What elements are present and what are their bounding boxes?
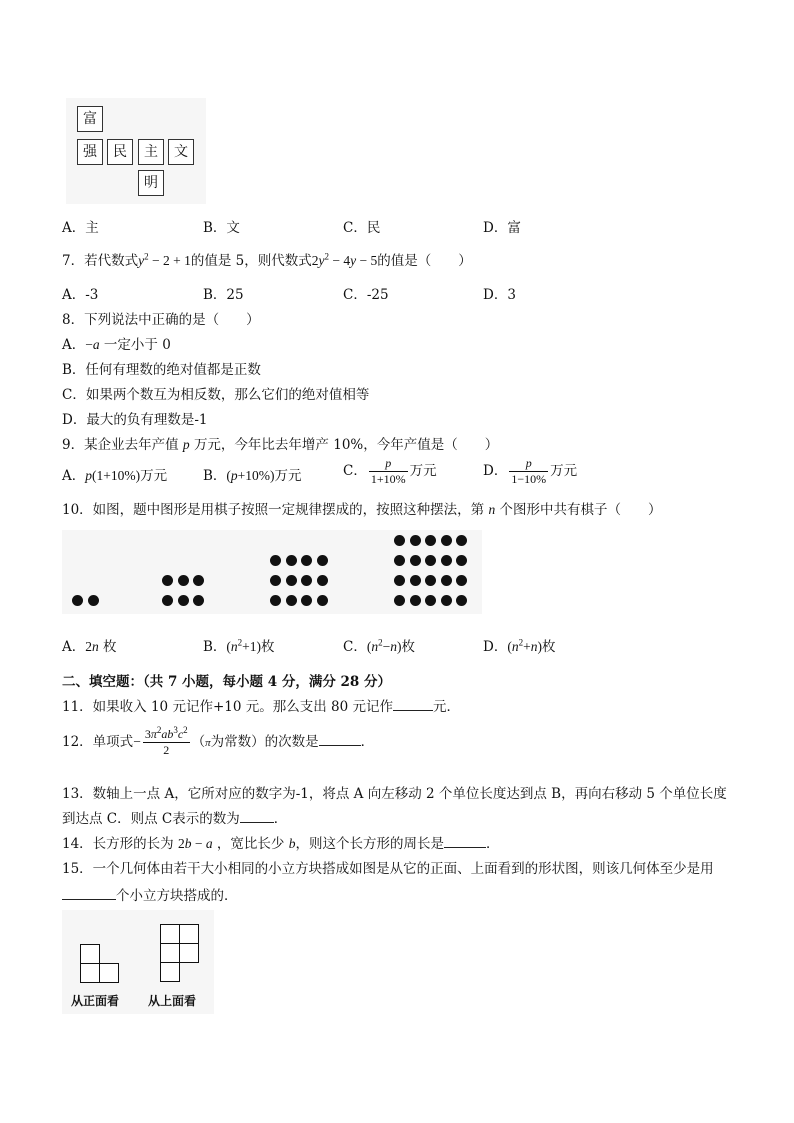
chess-piece (441, 555, 452, 566)
chess-piece (286, 595, 297, 606)
chess-piece (456, 555, 467, 566)
q10-option-c: C．$(n^2-n)$枚 (343, 637, 415, 655)
q6-option-d: D．富 (483, 220, 521, 236)
q9-option-a: A．p(1+10%)万元 (62, 468, 168, 484)
q8-stem: 8．下列说法中正确的是（ ） (62, 312, 260, 328)
top-view-caption: 从上面看 (148, 994, 197, 1008)
front-view-square (99, 963, 119, 983)
q9-option-c: C． $\frac{p}{1+10\%}$ 万元 (343, 456, 437, 486)
q12: 12．单项式− $\frac{3\pi^2ab^3c^2}{2}$ （π为常数）的次数是 ． (62, 725, 375, 757)
chess-piece (286, 575, 297, 586)
q10-option-a: A．2n 枚 (62, 639, 117, 655)
q7-option-d: D．3 (483, 287, 516, 303)
chess-piece (270, 595, 281, 606)
q10-option-d: D．$(n^2+n)$枚 (483, 637, 556, 655)
q6-option-b: B．文 (203, 220, 240, 236)
chess-piece (178, 595, 189, 606)
chess-piece (193, 595, 204, 606)
top-view-square (160, 924, 180, 944)
chess-piece (456, 595, 467, 606)
chess-piece (162, 595, 173, 606)
chess-piece (317, 575, 328, 586)
chess-piece (441, 595, 452, 606)
chess-piece (425, 555, 436, 566)
chess-piece (425, 575, 436, 586)
top-view-square (160, 943, 180, 963)
q7-option-c: C．-25 (343, 287, 389, 303)
q8-option-b: B．任何有理数的绝对值都是正数 (62, 362, 261, 378)
chess-piece (301, 575, 312, 586)
chess-piece (301, 595, 312, 606)
q11: 11．如果收入 10 元记作+10 元。那么支出 80 元记作 元． (62, 699, 460, 715)
chess-piece (72, 595, 83, 606)
q6-option-a: A．主 (62, 220, 99, 236)
chess-piece (88, 595, 99, 606)
top-view-square (160, 962, 180, 982)
chess-piece (193, 575, 204, 586)
q9-option-b: B．(p+10%)万元 (203, 468, 302, 484)
q13-line2: 到达点 C．则点 C表示的数为 ． (62, 811, 288, 827)
chess-piece (410, 535, 421, 546)
net-cell-3: 民 (107, 139, 133, 165)
chess-piece (410, 595, 421, 606)
chess-piece (410, 575, 421, 586)
q9-option-d: D． $\frac{p}{1-10\%}$ 万元 (483, 456, 578, 486)
chess-piece (456, 575, 467, 586)
top-view-square (179, 924, 199, 944)
q14: 14．长方形的长为 2b − a ，宽比长少 b，则这个长方形的周长是 ． (62, 836, 500, 852)
section-heading: 二、填空题：（共 7 小题，每小题 4 分，满分 28 分） (62, 674, 392, 690)
chess-piece (162, 575, 173, 586)
chess-piece (394, 555, 405, 566)
chess-piece (178, 575, 189, 586)
q15-line2: 个小立方块搭成的． (62, 884, 238, 904)
chess-piece (394, 595, 405, 606)
q8-option-c: C．如果两个数互为相反数，那么它们的绝对值相等 (62, 387, 370, 403)
net-cell-2: 强 (77, 139, 103, 165)
q15-line1: 15．一个几何体由若干大小相同的小立方块搭成如图是从它的正面、上面看到的形状图，则该几何体至少是用 (62, 861, 714, 877)
q8-option-d: D．最大的负有理数是-1 (62, 412, 208, 428)
chess-piece (394, 535, 405, 546)
q10-stem: 10．如图，题中图形是用棋子按照一定规律摆成的，按照这种摆法，第 n 个图形中共有棋子（ ） (62, 502, 662, 518)
q7-option-b: B．25 (203, 287, 244, 303)
net-cell-6: 明 (138, 170, 164, 196)
chess-piece (286, 555, 297, 566)
front-view-caption: 从正面看 (71, 994, 120, 1008)
chess-piece (410, 555, 421, 566)
chess-piece (425, 595, 436, 606)
net-cell-4: 主 (138, 139, 164, 165)
chess-piece (270, 575, 281, 586)
chess-piece (270, 555, 281, 566)
q6-option-c: C．民 (343, 220, 381, 236)
chess-piece (317, 555, 328, 566)
q13-line1: 13．数轴上一点 A，它所对应的数字为-1，将点 A 向左移动 2 个单位长度达到点 B，再向右移动 5 个单位长度 (62, 786, 727, 802)
top-view-square (179, 943, 199, 963)
net-cell-1: 富 (77, 106, 103, 132)
chess-piece (456, 535, 467, 546)
net-cell-5: 文 (168, 139, 194, 165)
chess-piece (425, 535, 436, 546)
q10-option-b: B．$(n^2+1)$枚 (203, 637, 275, 655)
q8-option-a: A．−a 一定小于 0 (62, 337, 171, 353)
chess-piece (441, 575, 452, 586)
chess-piece (394, 575, 405, 586)
q7-option-a: A．-3 (62, 287, 99, 303)
front-view-square (80, 963, 100, 983)
q9-stem: 9．某企业去年产值 p 万元，今年比去年增产 10%，今年产值是（ ） (62, 437, 499, 453)
chess-piece (301, 555, 312, 566)
front-view-square (80, 944, 100, 964)
chess-piece (441, 535, 452, 546)
chess-piece (317, 595, 328, 606)
q7-stem: 7．若代数式$y^2 - 2 + 1$的值是 5，则代数式$2y^2 - 4y - 5$的值是（ ） (62, 251, 472, 269)
